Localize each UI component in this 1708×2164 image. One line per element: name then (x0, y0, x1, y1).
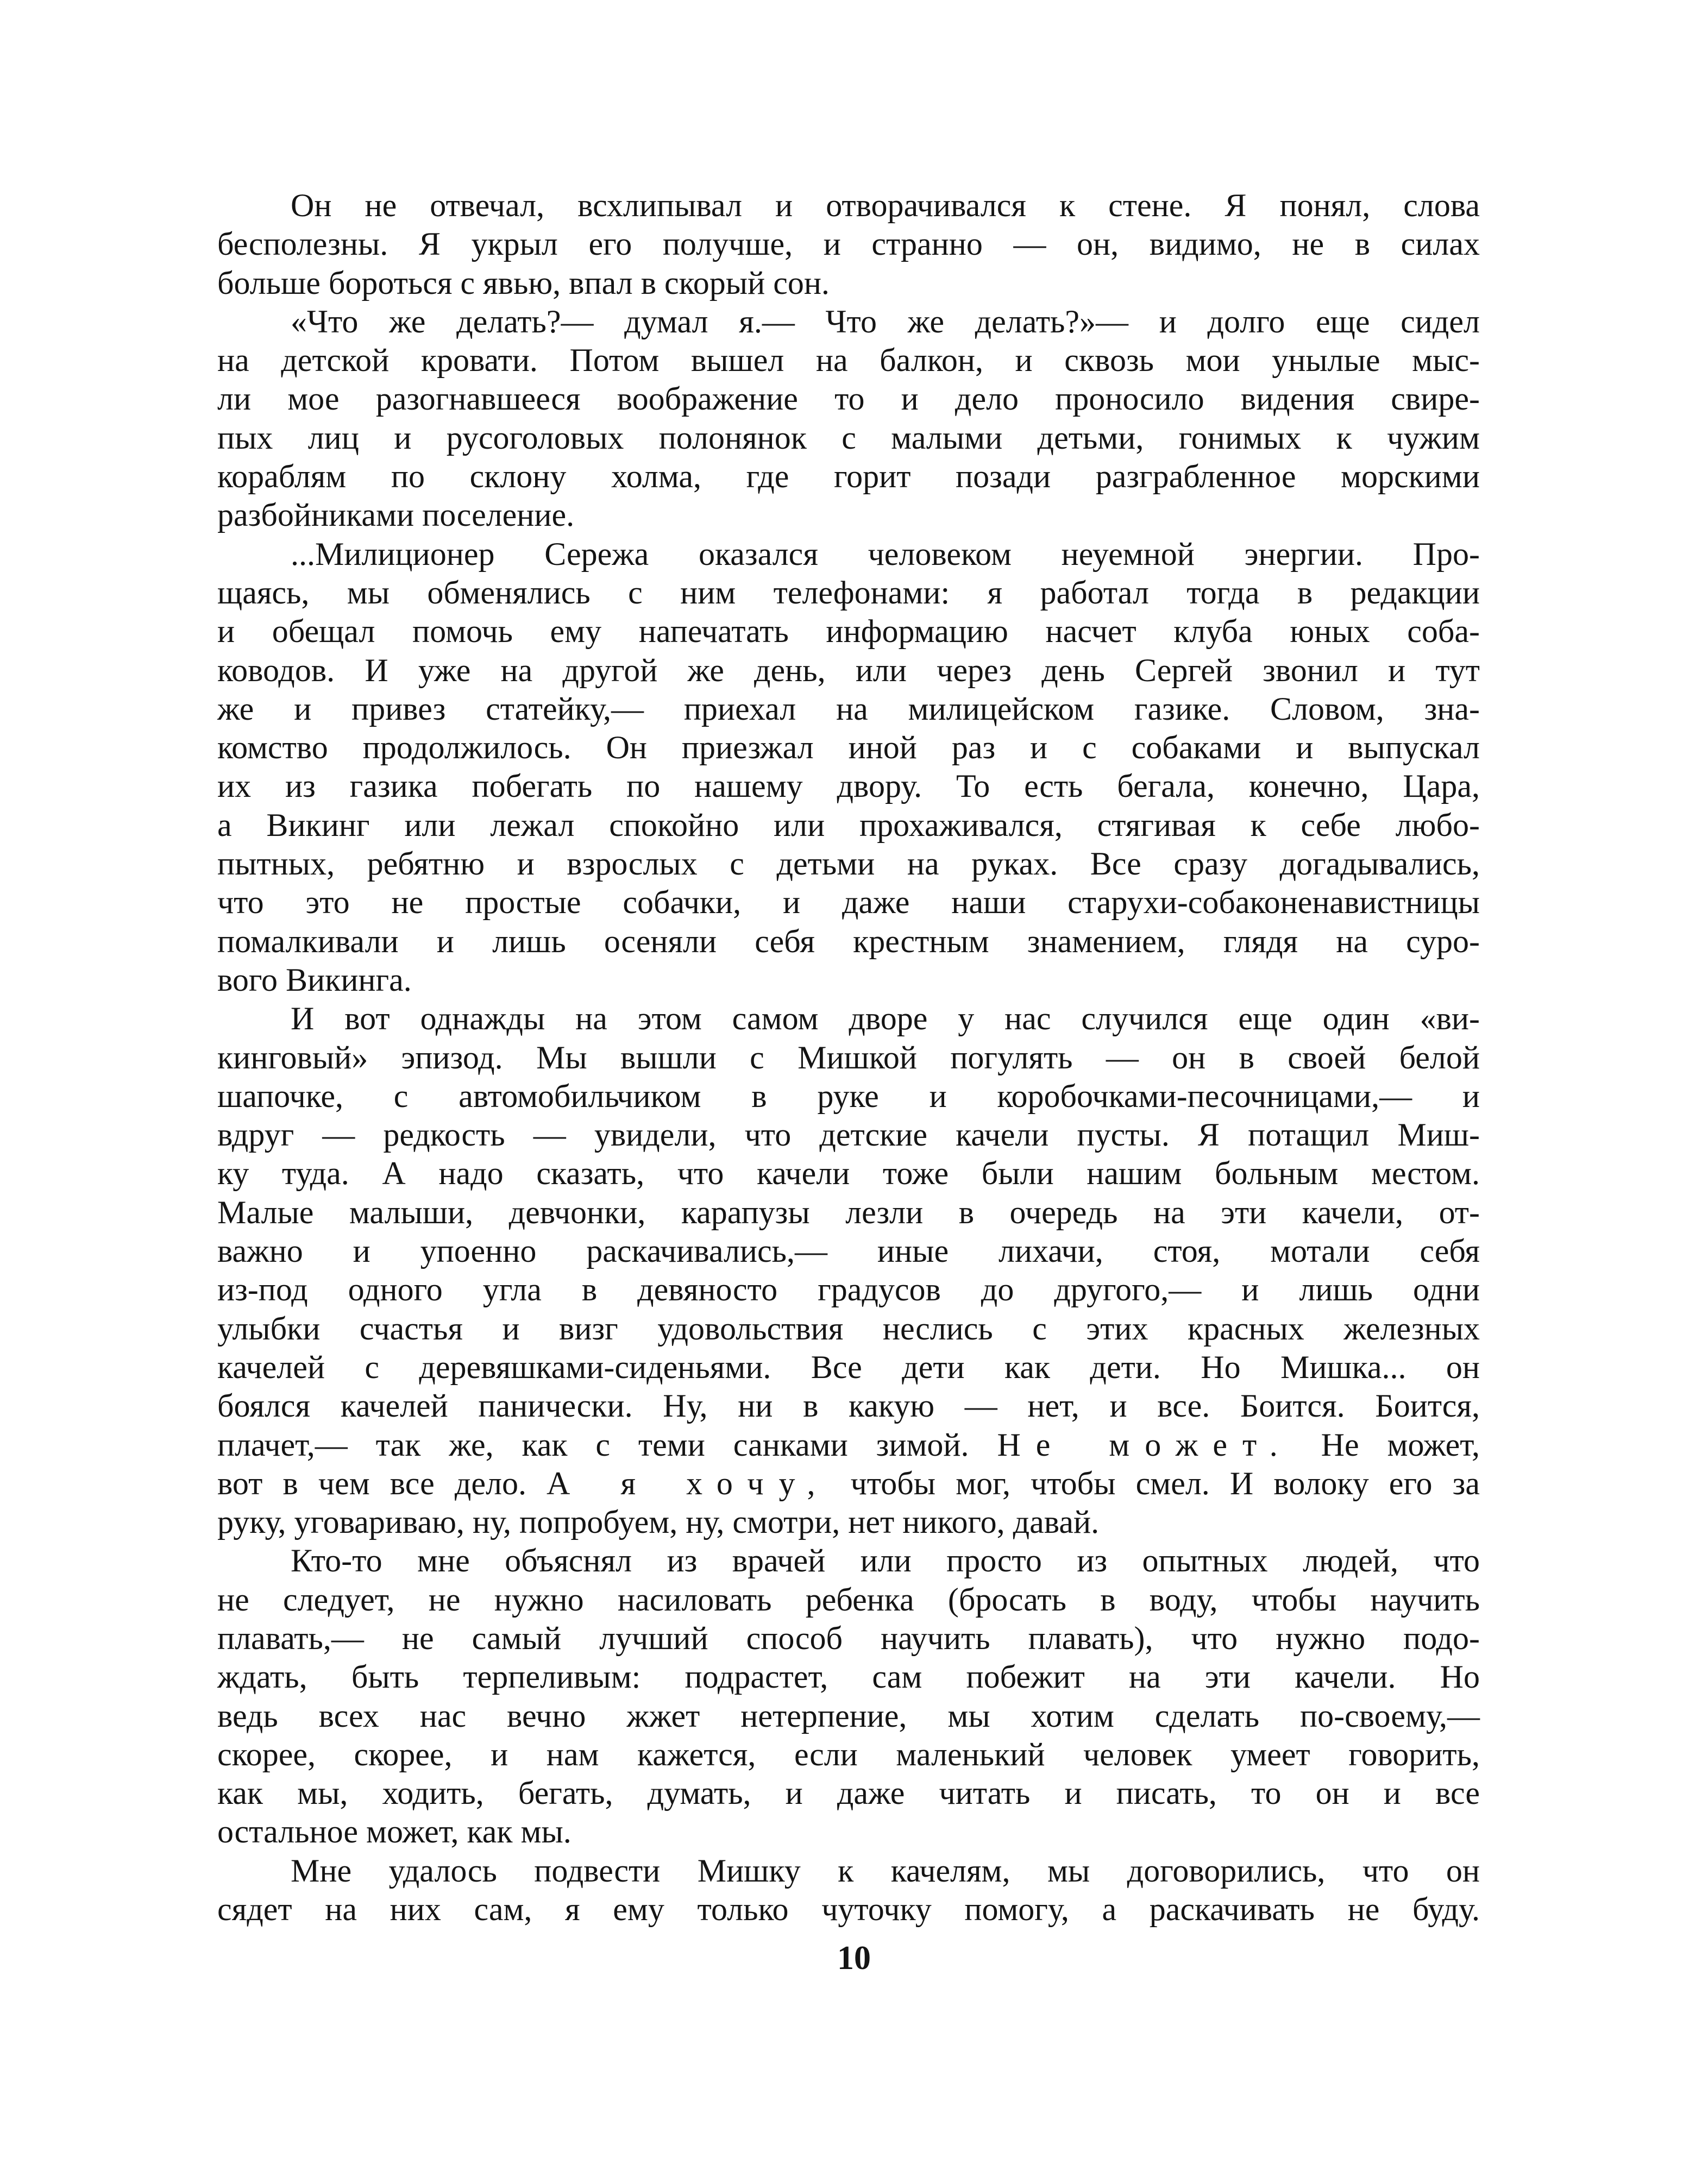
text-line: помалкивали и лишь осеняли себя крестным знамением, глядя на суро- (217, 923, 1480, 959)
text-line (217, 1464, 1480, 1503)
text-line: как мы, ходить, бегать, думать, и даже читать и писать, то он и все (217, 1775, 1480, 1811)
text-line (217, 1426, 1480, 1464)
text-line: ли мое разогнавшееся воображение то и дело проносило видения свире- (217, 381, 1480, 417)
text-line: ководов. И уже на другой же день, или через день Сергей звонил и тут (217, 652, 1480, 688)
text-line: щаясь, мы обменялись с ним телефонами: я работал тогда в редакции (217, 574, 1480, 611)
text-line: кораблям по склону холма, где горит позади разграбленное морскими (217, 458, 1480, 495)
text-line: И вот однажды на этом самом дворе у нас случился еще один «ви- (291, 1001, 1480, 1037)
paragraph-6 (217, 1852, 1480, 1929)
text-line: ку туда. А надо сказать, что качели тоже были нашим больным местом. (217, 1155, 1480, 1192)
text-line: шапочке, с автомобильчиком в руке и коробочками-песочницами,— и (217, 1078, 1480, 1114)
text-line: не следует, не нужно насиловать ребенка (бросать в воду, чтобы научить (217, 1581, 1480, 1618)
text-segment: вот в чем все дело. (217, 1465, 547, 1501)
text-line: и обещал помочь ему напечатать информацию насчет клуба юных соба- (217, 613, 1480, 650)
text-line: сядет на них сам, я ему только чуточку помогу, а раскачивать не буду. (217, 1891, 1480, 1928)
text-line: Он не отвечал, всхлипывал и отворачивался к стене. Я понял, слова (291, 187, 1480, 223)
text-line: «Что же делать?— думал я.— Что же делать?»— и долго еще сидел (291, 303, 1480, 339)
page-number: 10 (837, 1940, 871, 1977)
text-line: больше бороться с явью, впал в скорый сон. (217, 265, 830, 301)
text-line: а Викинг или лежал спокойно или прохаживался, стягивая к себе любо- (217, 807, 1480, 843)
text-line: что это не простые собачки, и даже наши старухи-собаконенавистницы (217, 884, 1480, 921)
paragraph-3 (217, 535, 1480, 1000)
text-line: разбойниками поселение. (217, 497, 575, 533)
text-line: важно и упоенно раскачивались,— иные лихачи, стоя, мотали себя (217, 1233, 1480, 1269)
text-line: вдруг — редкость — увидели, что детские качели пусты. Я потащил Миш- (217, 1117, 1480, 1153)
body-text (217, 186, 1480, 1929)
text-line: бесполезны. Я укрыл его получше, и странно — он, видимо, не в силах (217, 226, 1480, 262)
paragraph-1 (217, 186, 1480, 303)
text-line: плавать,— не самый лучший способ научить плавать), что нужно подо- (217, 1620, 1480, 1656)
text-line: на детской кровати. Потом вышел на балкон, и сквозь мои унылые мыс- (217, 342, 1480, 379)
text-segment: чтобы мог, чтобы смел. И волоку его за (830, 1465, 1480, 1501)
text-line: скорее, скорее, и нам кажется, если маленький человек умеет говорить, (217, 1736, 1480, 1772)
paragraph-5 (217, 1542, 1480, 1851)
text-line: из-под одного угла в девяносто градусов до другого,— и лишь одни (217, 1272, 1480, 1308)
text-line: комство продолжилось. Он приезжал иной раз и с собаками и выпускал (217, 729, 1480, 766)
text-line: ведь всех нас вечно жжет нетерпение, мы хотим сделать по-своему,— (217, 1697, 1480, 1734)
text-line: Мне удалось подвести Мишку к качелям, мы договорились, что он (291, 1852, 1480, 1889)
text-line: ...Милиционер Сережа оказался человеком неуемной энергии. Про- (291, 536, 1480, 572)
text-segment: плачет,— так же, как с теми санками зимой. (217, 1426, 997, 1463)
text-line: Малые малыши, девчонки, карапузы лезли в очередь на эти качели, от- (217, 1194, 1480, 1230)
text-line: улыбки счастья и визг удовольствия неслись с этих красных железных (217, 1310, 1480, 1347)
emphasized-text: А я хочу, (547, 1465, 831, 1501)
text-line: боялся качелей панически. Ну, ни в какую — нет, и все. Боится. Боится, (217, 1388, 1480, 1424)
text-line: вого Викинга. (217, 961, 412, 998)
text-line: пытных, ребятню и взрослых с детьми на руках. Все сразу догадывались, (217, 846, 1480, 882)
text-line: Кто-то мне объяснял из врачей или просто из опытных людей, что (291, 1543, 1480, 1579)
paragraph-4 (217, 999, 1480, 1542)
text-line: качелей с деревяшками-сиденьями. Все дети как дети. Но Мишка... он (217, 1349, 1480, 1385)
text-line: кинговый» эпизод. Мы вышли с Мишкой погулять — он в своей белой (217, 1039, 1480, 1075)
text-segment: Не может, (1292, 1426, 1480, 1463)
text-line: пых лиц и русоголовых полонянок с малыми детьми, гонимых к чужим (217, 419, 1480, 456)
text-line: же и привез статейку,— приехал на милицейском газике. Словом, зна- (217, 690, 1480, 727)
emphasized-text: Не может. (997, 1426, 1293, 1463)
paragraph-2 (217, 303, 1480, 535)
text-line: остальное может, как мы. (217, 1814, 572, 1850)
text-line: их из газика побегать по нашему двору. То есть бегала, конечно, Цара, (217, 768, 1480, 804)
text-line: руку, уговариваю, ну, попробуем, ну, смотри, нет никого, давай. (217, 1504, 1100, 1540)
text-line: ждать, быть терпеливым: подрастет, сам побежит на эти качели. Но (217, 1659, 1480, 1695)
